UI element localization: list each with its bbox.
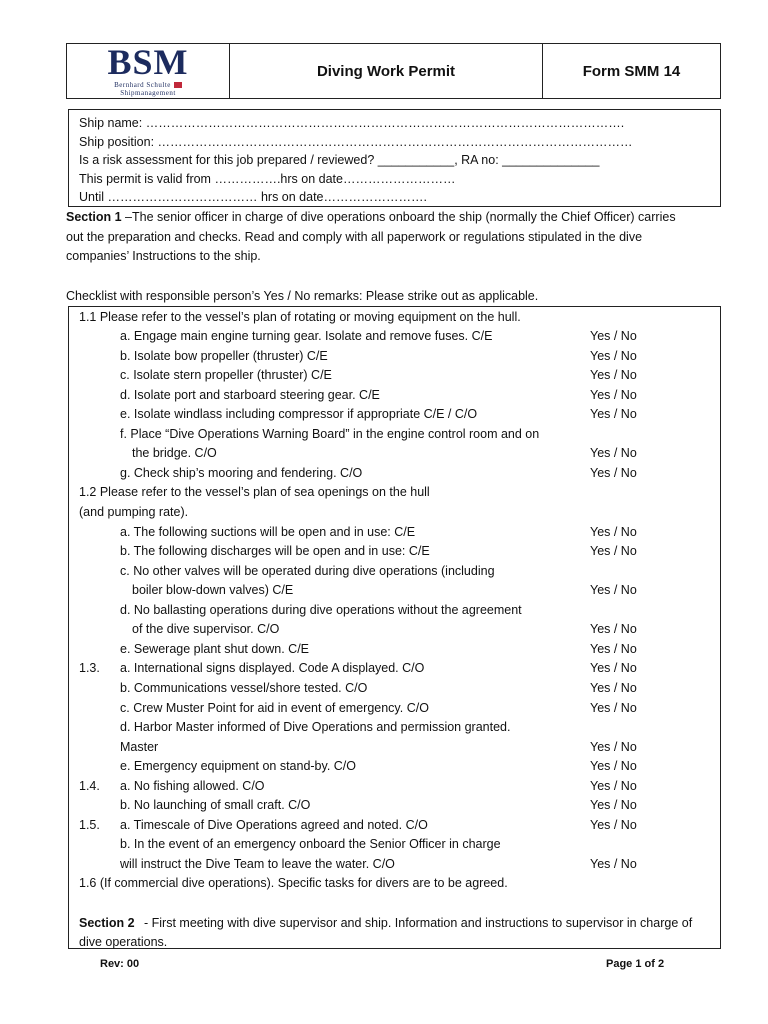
checklist-text: c. Isolate stern propeller (thruster) C/E <box>120 368 332 383</box>
flag-icon <box>174 82 182 88</box>
yes-no-option[interactable]: Yes / No <box>590 817 637 832</box>
logo <box>67 44 230 98</box>
section-1-line-1 <box>66 208 676 228</box>
section-2-text: - First meeting with dive supervisor and ship. Information and instructions to supervisor in charge of <box>144 915 693 930</box>
checklist-text: c. No other valves will be operated during dive operations (including <box>120 563 495 578</box>
checklist-row <box>69 562 720 582</box>
yes-no-option[interactable]: Yes / No <box>590 680 637 695</box>
yes-no-option[interactable]: Yes / No <box>590 407 637 422</box>
risk-assessment-line: Is a risk assessment for this job prepared / reviewed? ___________, RA no: ______________ <box>79 153 600 167</box>
logo-sub-1: Bernhard Schulte <box>114 81 171 89</box>
checklist-text: b. In the event of an emergency onboard the Senior Officer in charge <box>120 837 501 852</box>
ship-name-line: Ship name: ……………………………………………………………………………………………………. <box>79 116 625 130</box>
checklist-text: a. International signs displayed. Code A displayed. C/O <box>120 661 425 676</box>
checklist-text: b. No launching of small craft. C/O <box>120 798 311 813</box>
checklist-row <box>69 464 720 484</box>
yes-no-option[interactable]: Yes / No <box>590 661 637 676</box>
checklist-text: d. Harbor Master informed of Dive Operations and permission granted. <box>120 720 511 735</box>
checklist-text: 1.1 Please refer to the vessel’s plan of rotating or moving equipment on the hull. <box>79 309 521 324</box>
checklist-text: b. Isolate bow propeller (thruster) C/E <box>120 348 328 363</box>
checklist-text: will instruct the Dive Team to leave the water. C/O <box>120 856 395 871</box>
yes-no-option[interactable]: Yes / No <box>590 368 637 383</box>
yes-no-option[interactable]: Yes / No <box>590 446 637 461</box>
yes-no-option[interactable]: Yes / No <box>590 856 637 871</box>
checklist-text: 1.2 Please refer to the vessel’s plan of sea openings on the hull <box>79 485 430 500</box>
ship-position-line: Ship position: …………………………………………………………………………………………………… <box>79 134 633 149</box>
checklist-text: a. The following suctions will be open and in use: C/E <box>120 524 416 539</box>
checklist-row <box>69 933 720 953</box>
checklist-row <box>69 777 720 797</box>
checklist-text: of the dive supervisor. C/O <box>132 622 280 637</box>
logo-sub-2: Shipmanagement <box>120 89 176 97</box>
checklist-row <box>69 366 720 386</box>
valid-from-line: This permit is valid from …………….hrs on date……………………… <box>79 171 456 186</box>
checklist-row <box>69 914 720 934</box>
checklist-row <box>69 855 720 875</box>
logo-word <box>107 42 189 82</box>
ship-info-box <box>68 109 721 207</box>
checklist-row <box>69 757 720 777</box>
logo-text: BSM <box>107 42 189 82</box>
yes-no-option[interactable]: Yes / No <box>590 387 637 402</box>
yes-no-option[interactable]: Yes / No <box>590 329 637 344</box>
checklist-row <box>69 503 720 523</box>
checklist-row <box>69 327 720 347</box>
checklist-row <box>69 738 720 758</box>
page-number: Page 1 of 2 <box>606 958 665 970</box>
checklist-row <box>69 718 720 738</box>
checklist-row <box>69 308 720 328</box>
checklist-number: 1.4. <box>79 778 100 793</box>
yes-no-option[interactable]: Yes / No <box>590 583 637 598</box>
checklist-row <box>69 894 720 914</box>
checklist-row <box>69 874 720 894</box>
checklist-text: e. Isolate windlass including compressor if appropriate C/E / C/O <box>120 407 478 422</box>
checklist-row <box>69 444 720 464</box>
checklist-text: Section 2 <box>79 915 135 930</box>
section-1-text-1: –The senior officer in charge of dive operations onboard the ship (normally the Chief Officer) carries <box>121 210 676 224</box>
yes-no-option[interactable]: Yes / No <box>590 739 637 754</box>
checklist-text: c. Crew Muster Point for aid in event of emergency. C/O <box>120 700 429 715</box>
yes-no-option[interactable]: Yes / No <box>590 641 637 656</box>
section-1-label: Section 1 <box>66 210 122 224</box>
checklist-row <box>69 679 720 699</box>
checklist-row <box>69 816 720 836</box>
valid-until-line: Until ……………………………… hrs on date……………………. <box>79 190 427 204</box>
checklist-row <box>69 699 720 719</box>
checklist-row <box>69 386 720 406</box>
checklist-text: (and pumping rate). <box>79 505 189 519</box>
checklist-row <box>69 835 720 855</box>
revision: Rev: 00 <box>100 958 140 970</box>
yes-no-option[interactable]: Yes / No <box>590 759 637 774</box>
checklist-row <box>69 523 720 543</box>
checklist-box <box>68 306 721 949</box>
form-number: Form SMM 14 <box>582 62 681 80</box>
checklist-text: 1.6 (If commercial dive operations). Specific tasks for divers are to be agreed. <box>79 876 508 891</box>
checklist-text: a. Timescale of Dive Operations agreed and noted. C/O <box>120 817 428 832</box>
checklist-row <box>69 347 720 367</box>
checklist-text: a. No fishing allowed. C/O <box>120 778 265 793</box>
checklist-text: e. Emergency equipment on stand-by. C/O <box>120 759 356 774</box>
checklist-row <box>69 640 720 660</box>
checklist-row <box>69 620 720 640</box>
checklist-row <box>69 659 720 679</box>
checklist-row <box>69 405 720 425</box>
checklist-row <box>69 425 720 445</box>
checklist-row <box>69 581 720 601</box>
checklist-text: b. The following discharges will be open and in use: C/E <box>120 544 430 559</box>
yes-no-option[interactable]: Yes / No <box>590 348 637 363</box>
checklist-text: Master <box>120 739 159 754</box>
yes-no-option[interactable]: Yes / No <box>590 622 637 637</box>
checklist-text: f. Place “Dive Operations Warning Board” in the engine control room and on <box>120 426 540 441</box>
yes-no-option[interactable]: Yes / No <box>590 700 637 715</box>
checklist-number: 1.3. <box>79 661 100 676</box>
checklist-text: d. No ballasting operations during dive operations without the agreement <box>120 602 522 617</box>
yes-no-option[interactable]: Yes / No <box>590 465 637 480</box>
checklist-heading: Checklist with responsible person’s Yes / No remarks: Please strike out as applicable. <box>66 289 539 303</box>
checklist-text: a. Engage main engine turning gear. Isolate and remove fuses. C/E <box>120 329 493 344</box>
checklist-number: 1.5. <box>79 817 100 832</box>
checklist-row <box>69 542 720 562</box>
yes-no-option[interactable]: Yes / No <box>590 524 637 539</box>
checklist-text: boiler blow-down valves) C/E <box>132 583 294 598</box>
checklist-text: the bridge. C/O <box>132 446 217 461</box>
checklist-text: b. Communications vessel/shore tested. C/O <box>120 680 368 695</box>
section-1-line-2: out the preparation and checks. Read and comply with all paperwork or regulations stipulated in the dive <box>66 230 643 244</box>
header-table <box>66 43 721 99</box>
yes-no-option[interactable]: Yes / No <box>590 778 637 793</box>
yes-no-option[interactable]: Yes / No <box>590 544 637 559</box>
checklist-text: dive operations. <box>79 935 168 950</box>
checklist-text: d. Isolate port and starboard steering gear. C/E <box>120 387 380 402</box>
checklist-text: g. Check ship’s mooring and fendering. C/O <box>120 465 363 480</box>
checklist-row <box>69 483 720 503</box>
yes-no-option[interactable]: Yes / No <box>590 798 637 813</box>
logo-subtitle <box>114 81 182 97</box>
checklist-row <box>69 796 720 816</box>
checklist-row <box>69 601 720 621</box>
checklist-text: e. Sewerage plant shut down. C/E <box>120 641 310 656</box>
document-title: Diving Work Permit <box>230 44 543 98</box>
section-1-line-3: companies’ Instructions to the ship. <box>66 249 261 263</box>
